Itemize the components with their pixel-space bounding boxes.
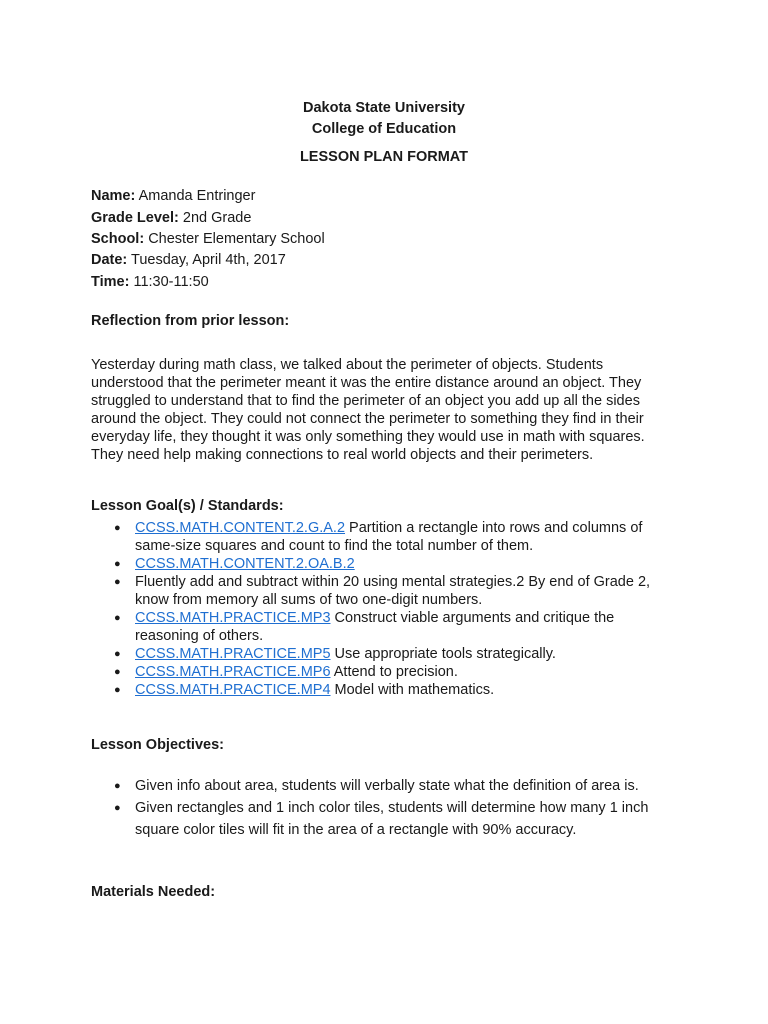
standard-link[interactable]: CCSS.MATH.CONTENT.2.OA.B.2 [135, 556, 355, 572]
name-line [91, 188, 255, 204]
standard-text-cont: know from memory all sums of two one-digit numbers. [135, 592, 483, 608]
university-name: Dakota State University [303, 100, 465, 116]
goals-heading-rest: / Standards: [195, 498, 284, 514]
standard-item [91, 573, 691, 609]
standard-item [91, 555, 691, 573]
date-label: Date: [91, 252, 128, 268]
objective-text: Given rectangles and 1 inch color tiles, students will determine how many 1 inch [135, 800, 649, 816]
objective-item [91, 797, 691, 841]
bullet-icon: ● [114, 648, 121, 660]
standard-link[interactable]: CCSS.MATH.PRACTICE.MP6 [135, 664, 331, 680]
bullet-icon: ● [114, 780, 121, 792]
standard-item [91, 663, 691, 681]
college-name: College of Education [311, 121, 457, 137]
bullet-icon: ● [114, 684, 121, 696]
objectives-list [91, 775, 691, 841]
bullet-icon: ● [114, 802, 121, 814]
reflection-paragraph [91, 356, 681, 464]
standard-text: Attend to precision. [330, 664, 458, 680]
date-value: Tuesday, April 4th, 2017 [131, 252, 286, 268]
bullet-icon: ● [114, 612, 121, 624]
standard-text: Model with mathematics. [330, 682, 495, 698]
grade-value: 2nd Grade [182, 210, 252, 226]
goals-heading-main: Lesson Goal(s) [91, 498, 196, 514]
bullet-icon: ● [114, 576, 121, 588]
goals-heading [91, 498, 284, 514]
school-value: Chester Elementary School [148, 231, 325, 247]
reflection-heading: Reflection from prior lesson: [91, 313, 290, 329]
name-value: Amanda Entringer [138, 188, 256, 204]
reflection-line: They need help making connections to real world objects and their perimeters. [91, 447, 594, 463]
standards-list [91, 519, 691, 699]
name-label: Name: [91, 188, 136, 204]
standard-text-cont: reasoning of others. [135, 628, 264, 644]
reflection-line: everyday life, they thought it was only something they would use in math with squares. [91, 429, 645, 445]
bullet-icon: ● [114, 558, 121, 570]
bullet-icon: ● [114, 522, 121, 534]
objective-item [91, 775, 691, 797]
time-value: 11:30-11:50 [133, 274, 209, 290]
objective-text: Given info about area, students will verbally state what the definition of area is. [135, 778, 639, 794]
materials-heading: Materials Needed: [91, 884, 216, 900]
standard-text: Fluently add and subtract within 20 using mental strategies.2 By end of Grade 2, [135, 574, 651, 590]
grade-line [91, 210, 251, 226]
objectives-heading: Lesson Objectives: [91, 737, 224, 753]
standard-link[interactable]: CCSS.MATH.CONTENT.2.G.A.2 [135, 520, 346, 536]
time-line [91, 274, 209, 290]
bullet-icon: ● [114, 666, 121, 678]
standard-link[interactable]: CCSS.MATH.PRACTICE.MP3 [135, 610, 331, 626]
standard-item [91, 681, 691, 699]
date-line [91, 252, 286, 268]
standard-text: Construct viable arguments and critique the [330, 610, 615, 626]
standard-item [91, 519, 691, 555]
reflection-line: Yesterday during math class, we talked about the perimeter of objects. Students [91, 357, 604, 373]
standard-text: Use appropriate tools strategically. [330, 646, 556, 662]
standard-text-cont: same-size squares and count to find the total number of them. [135, 538, 534, 554]
standard-item [91, 609, 691, 645]
format-title: LESSON PLAN FORMAT [299, 149, 469, 165]
grade-label: Grade Level: [91, 210, 179, 226]
standard-text: Partition a rectangle into rows and columns of [345, 520, 643, 536]
school-line [91, 231, 325, 247]
reflection-line: around the object. They could not connect the perimeter to something they find in their [91, 411, 644, 427]
standard-link[interactable]: CCSS.MATH.PRACTICE.MP4 [135, 682, 331, 698]
reflection-line: understood that the perimeter meant it was the entire distance around an object. They [91, 375, 642, 391]
reflection-line: struggled to understand that to find the perimeter of an object you add up all the sides [91, 393, 640, 409]
time-label: Time: [91, 274, 130, 290]
standard-link[interactable]: CCSS.MATH.PRACTICE.MP5 [135, 646, 331, 662]
objective-text-cont: square color tiles will fit in the area of a rectangle with 90% accuracy. [135, 822, 577, 838]
school-label: School: [91, 231, 145, 247]
standard-item [91, 645, 691, 663]
